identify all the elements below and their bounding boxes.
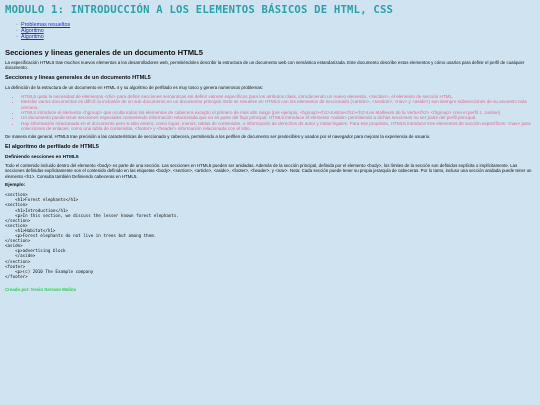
- list-item: • Hay información relacionada en el documento pero si sitio entero, como logos, menús, tablas de contenidos, o información de derechos de autor y notas legales. Para ese propósito, HTML5 introduce tres elementos de sección específicos: <nav> para colecciones de enlaces, como una tabla de contenidos, <footer> y <header> información relacionada con el sitio.: [21, 121, 535, 132]
- section1-heading: Secciones y lineas generales de un documento HTML5: [5, 47, 203, 57]
- nav-link-problemas[interactable]: Problemas resueltos: [21, 22, 71, 28]
- section2-heading: Secciones y lineas generales de un documento HTML5: [5, 75, 151, 82]
- page-title: MODULO 1: INTRODUCCIÓN A LOS ELEMENTOS BÁSICOS DE HTML, CSS: [5, 4, 394, 16]
- section3-heading: El algoritmo de perfilado de HTML5: [5, 144, 99, 151]
- nav-link-algoritmo[interactable]: Algoritmo: [21, 28, 44, 35]
- list-item: • Mezclar varios documentos es difícil: la inclusión de un sub documento en un documento principal. Esto se resuelve en HTML5 con los elementos de seccionado (<article>, <section>, <nav> y <aside>) son siempre subsecciones de su ancestro más cercano.: [21, 99, 535, 110]
- section1-intro: La especificación HTML5 trae muchos nuevos elementos a los desarrolladores web, permitiéndoles describir la estructura de un documento web con semántica estandarizada. Este documento describe estos elementos y cómo usarlos para definir el perfil de cualquier documento.: [5, 59, 525, 71]
- nav-item: [21, 34, 535, 40]
- problems-list: [5, 94, 535, 132]
- code-example: <section> <h1>Forest elephants</h1> <section> <h1>Introduction</h1> <p>In this section, we discuss the lesser known forest elephants. </section> <section> <h1>Habitat</h1> <p>Forest elephants do not live in trees but among them. </section> <aside> <p>advertising block </aside> </section> <footer> <p>(c) 2010 The Example company </footer>: [5, 192, 179, 279]
- section2-intro: La definición de la estructura de un documento en HTML 4 y su algoritmo de perfilado es muy tosco y genera numerosos problemas:: [5, 85, 264, 91]
- footer-credit: Creado por: Kevin Serrano Molina: [5, 286, 76, 292]
- nav-list: [5, 22, 535, 41]
- example-label: Ejemplo:: [5, 183, 26, 189]
- list-item: • HTML5 quita la necesidad de elementos <div> para definir secciones semánticas sin definir valores específicos para los atributos class, introduciendo un nuevo elemento, <section>, el elemento de sección HTML.: [21, 94, 535, 99]
- section2-closing: De manera más general, HTML5 trae precisión a las características de seccionado y cabecera, permitiendo a los perfiles de documento ser predecibles y usados por el navegador para mejorar la experiencia de usuario.: [5, 133, 431, 139]
- list-item: • HTML5 introduce el elemento <hgroup> que oculta todos los elementos de cabecera excepto el primero de más alto rango (por ejemplo, <hgroup><h1>Justine</h1><h2>Les Malheurs de la Vertu</h2> </hgroup> crea el perfil 1. Justine): [21, 110, 535, 115]
- list-item: • Un documento puede tener secciones especiales conteniendo información relacionada que no es parte del flujo principal. HTML5 introduce el elemento <aside> permitiendo a dichas secciones no ser parte del perfil principal.: [21, 115, 535, 120]
- section3-subheading: Definiendo secciones en HTML5: [5, 155, 79, 161]
- section3-body: Todo el contenido incluido dentro del elemento <body> es parte de una sección. Las secciones en HTML5 pueden ser anidadas. Además de la sección principal, definida por el elemento <body>, los límites de la sección son definidos explícita o implícitamente. Las secciones definidas explícitamente son el contenido definido en las etiquetas <body>, <section>, <article>, <aside>, <footer>, <header>, y <nav>. Nota: Cada sección puede tener su propia jerarquía de cabeceras. Por lo tanto, incluso una sección anidada puede tener un elemento <h1>. Consulta también Definiendo cabeceras en HTML5.: [5, 163, 532, 179]
- nav-link-algoritmo-2[interactable]: Algoritmo: [21, 34, 44, 41]
